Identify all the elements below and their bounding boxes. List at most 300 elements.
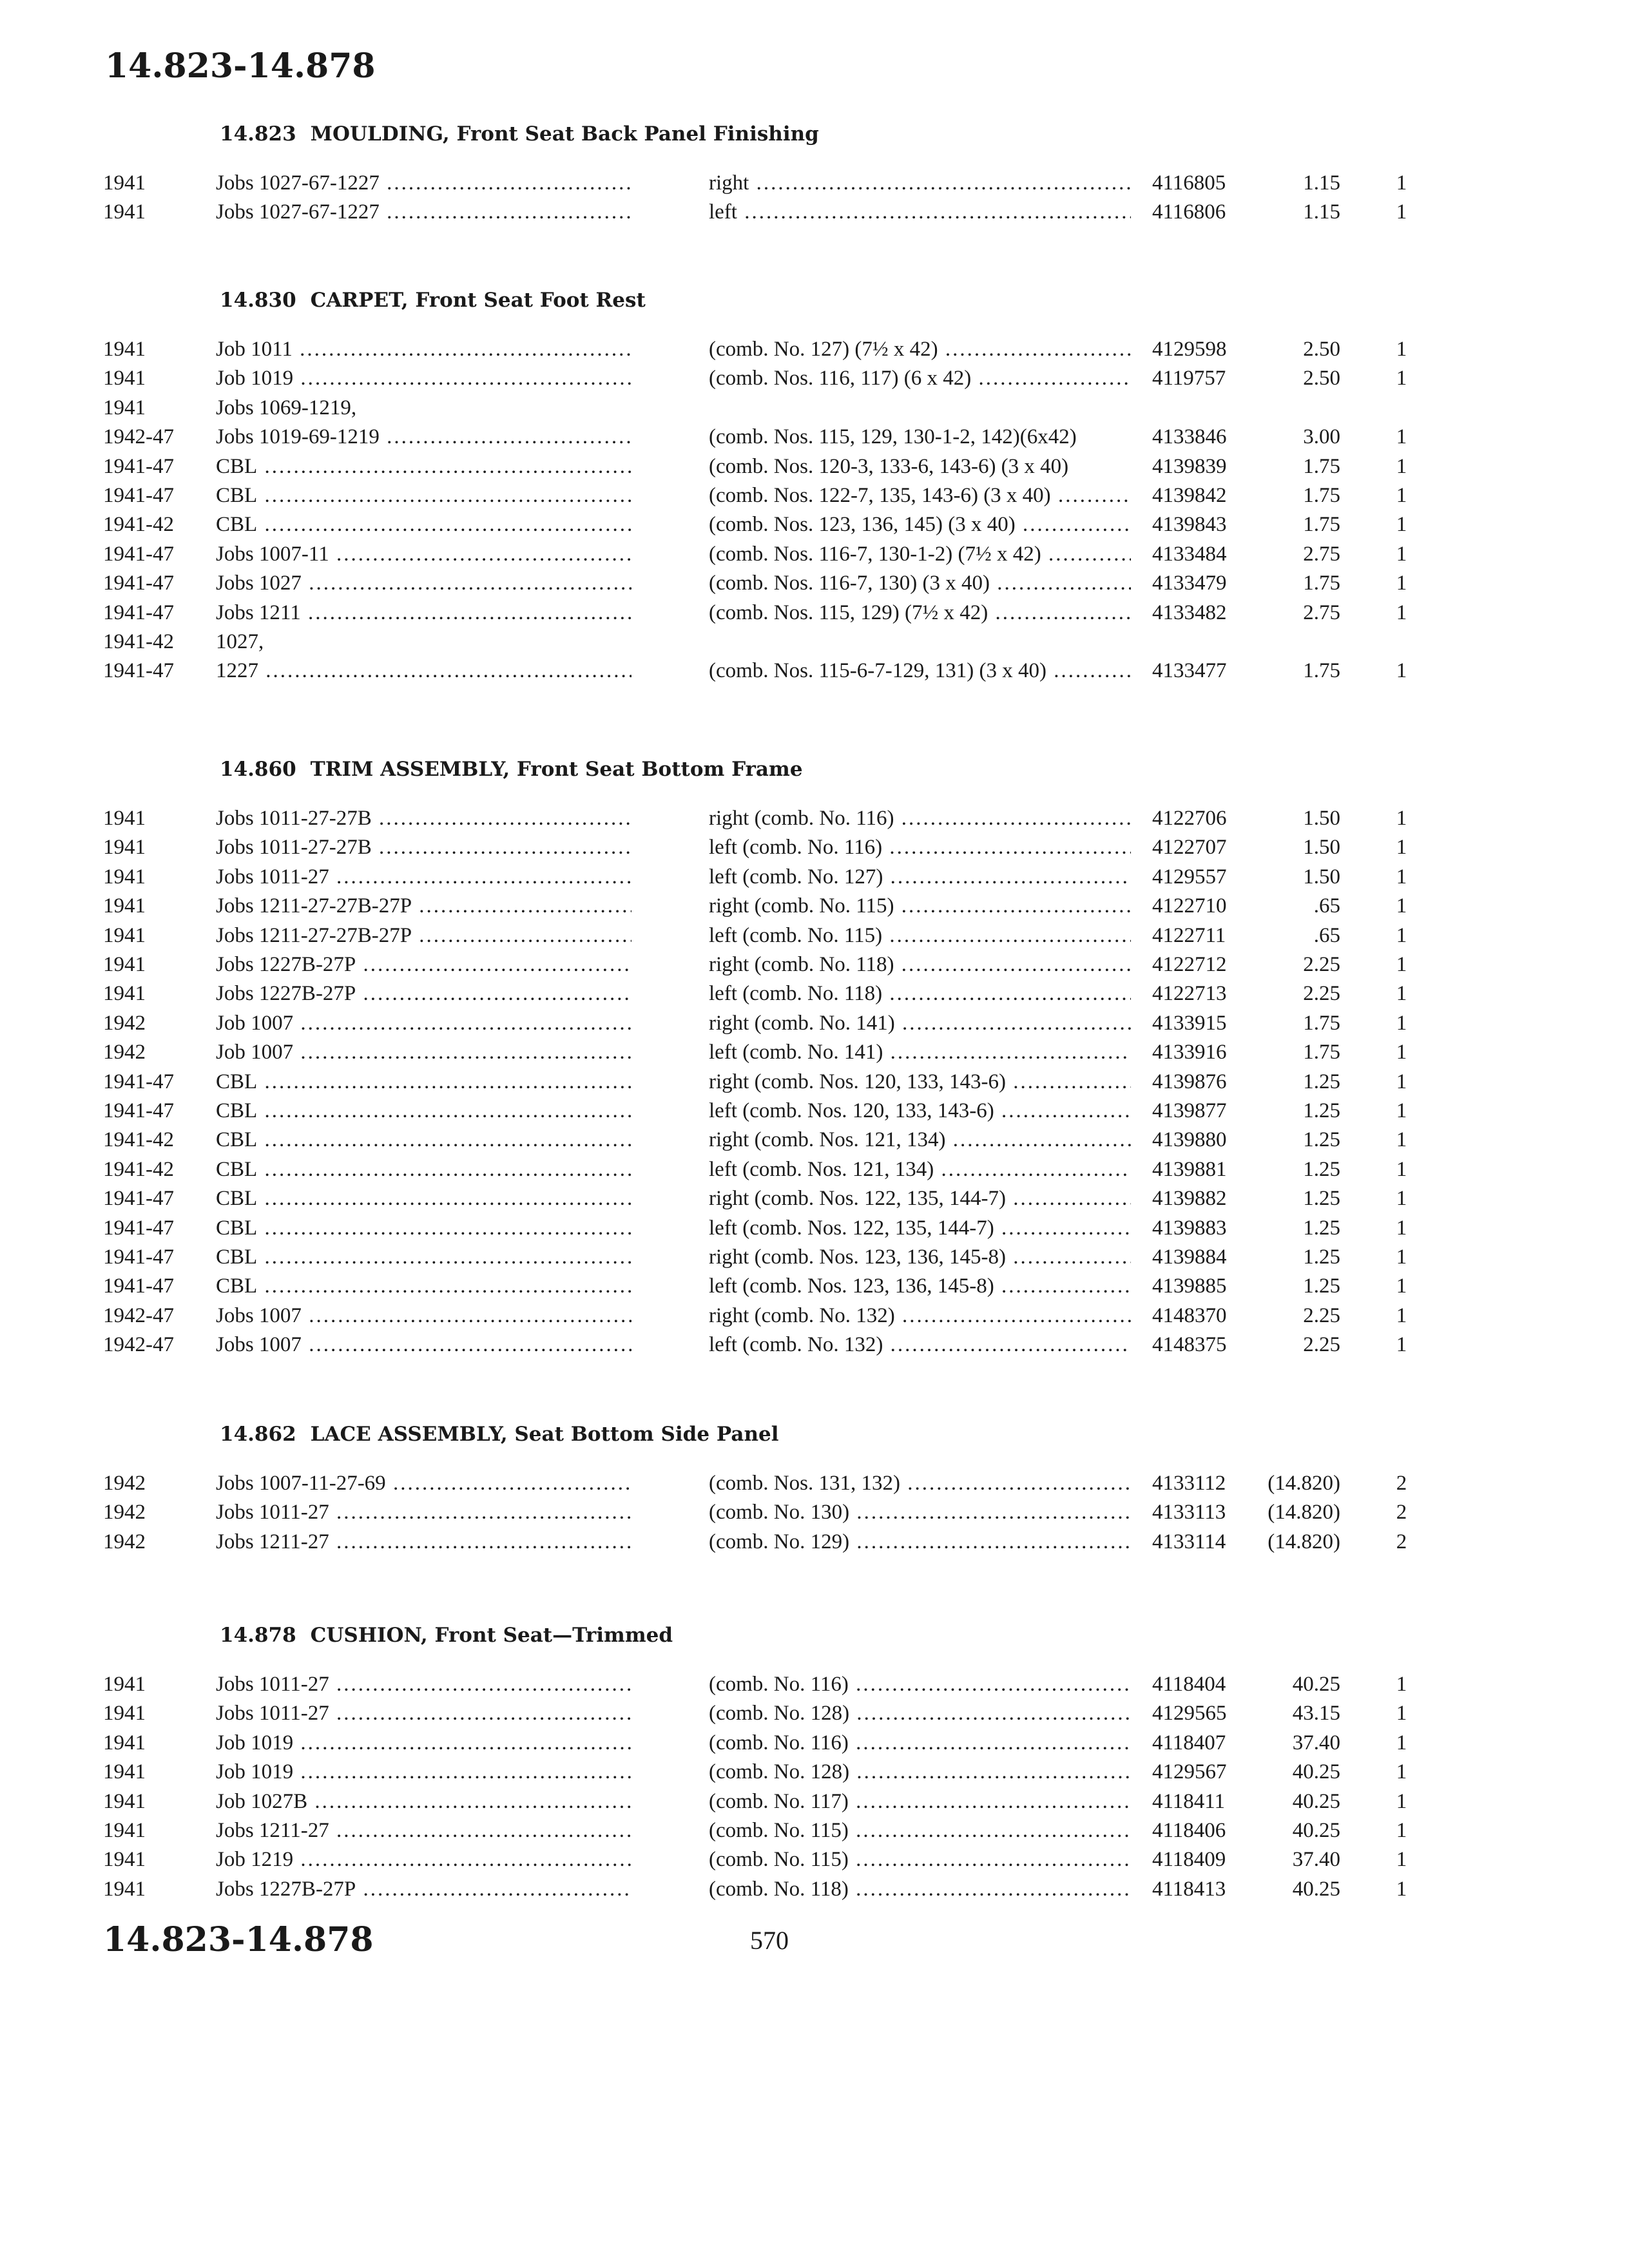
part-number: 4129565 xyxy=(1152,1702,1227,1725)
quantity: 1 xyxy=(1396,455,1407,478)
section-title xyxy=(220,758,803,781)
job-number: Jobs 1011-27-27B ..... xyxy=(216,836,631,859)
quantity: 1 xyxy=(1396,1333,1407,1356)
model-year-cell xyxy=(103,338,146,361)
quantity-cell xyxy=(1379,1304,1424,1328)
job-number: Jobs 1011-27 ..... xyxy=(216,1673,631,1696)
table-row xyxy=(0,836,1629,865)
part-number: 4148375 xyxy=(1152,1333,1227,1356)
quantity: 1 xyxy=(1396,1304,1407,1327)
quantity-cell xyxy=(1379,1878,1424,1901)
list-price-cell xyxy=(1250,1760,1340,1784)
part-number-cell xyxy=(1152,1530,1226,1554)
part-number-cell xyxy=(1152,513,1227,537)
quantity-cell xyxy=(1379,455,1424,479)
table-row xyxy=(0,924,1629,953)
description-cell xyxy=(709,1790,1131,1814)
part-number: 4119757 xyxy=(1152,367,1226,390)
quantity-cell xyxy=(1379,836,1424,860)
list-price: 2.50 xyxy=(1303,367,1340,390)
part-number-cell xyxy=(1152,894,1227,918)
description: left (comb. No. 116) ..... xyxy=(709,836,1131,859)
table-row xyxy=(0,982,1629,1011)
table-row xyxy=(0,1333,1629,1362)
description: right (comb. No. 132) ..... xyxy=(709,1304,1131,1327)
part-number: 4118409 xyxy=(1152,1848,1226,1871)
model-year-cell xyxy=(103,455,174,479)
quantity: 2 xyxy=(1396,1530,1407,1553)
description: left (comb. Nos. 123, 136, 145-8) ..... xyxy=(709,1274,1131,1298)
quantity-cell xyxy=(1379,1099,1424,1123)
job-number: 1227 ..... xyxy=(216,659,631,682)
description: (comb. No. 127) (7½ x 42) ..... xyxy=(709,338,1131,361)
part-number: 4139884 xyxy=(1152,1245,1227,1269)
list-price: 2.25 xyxy=(1303,982,1340,1005)
job-number: Jobs 1227B-27P ..... xyxy=(216,1878,631,1901)
quantity-cell xyxy=(1379,200,1424,224)
job-number-cell xyxy=(216,1216,631,1240)
list-price-cell xyxy=(1250,601,1340,625)
list-price: 1.75 xyxy=(1303,1012,1340,1035)
model-year: 1941-47 xyxy=(103,455,174,478)
model-year: 1942-47 xyxy=(103,1333,174,1356)
list-price: 40.25 xyxy=(1292,1790,1340,1813)
job-number-cell xyxy=(216,1245,631,1269)
job-number-cell xyxy=(216,1848,631,1872)
quantity: 1 xyxy=(1396,171,1407,195)
job-number-cell xyxy=(216,982,631,1006)
description: (comb. Nos. 131, 132) ..... xyxy=(709,1472,1131,1495)
job-number: CBL ..... xyxy=(216,1216,631,1240)
job-number-cell xyxy=(216,1731,631,1755)
model-year: 1942 xyxy=(103,1041,146,1064)
job-number-cell xyxy=(216,200,631,224)
job-number: Job 1007 ..... xyxy=(216,1012,631,1035)
part-number: 4133916 xyxy=(1152,1041,1227,1064)
part-number-cell xyxy=(1152,1819,1226,1843)
part-number: 4116806 xyxy=(1152,200,1226,224)
quantity-cell xyxy=(1379,1702,1424,1725)
table-row xyxy=(0,1760,1629,1789)
list-price-cell xyxy=(1250,924,1340,948)
job-number: Jobs 1211 ..... xyxy=(216,601,631,624)
list-price-cell xyxy=(1250,1128,1340,1152)
list-price: 1.25 xyxy=(1303,1128,1340,1151)
description: (comb. Nos. 123, 136, 145) (3 x 40) ..... xyxy=(709,513,1131,536)
list-price-cell xyxy=(1250,1530,1340,1554)
part-number-cell xyxy=(1152,1158,1227,1182)
description-cell xyxy=(709,894,1131,918)
description: (comb. Nos. 115-6-7-129, 131) (3 x 40) ..... xyxy=(709,659,1131,682)
part-number: 4133114 xyxy=(1152,1530,1226,1553)
job-number: Jobs 1011-27 ..... xyxy=(216,1702,631,1725)
job-number: CBL ..... xyxy=(216,1070,631,1093)
model-year: 1941-42 xyxy=(103,1128,174,1151)
model-year: 1941 xyxy=(103,1731,146,1754)
model-year: 1941-47 xyxy=(103,1187,174,1210)
description: right (comb. No. 115) ..... xyxy=(709,894,1131,918)
job-number: Jobs 1211-27-27B-27P ..... xyxy=(216,894,631,918)
list-price-cell xyxy=(1250,1187,1340,1211)
description: right ..... xyxy=(709,171,1131,195)
quantity-cell xyxy=(1379,1731,1424,1755)
job-number-cell xyxy=(216,1472,631,1495)
quantity: 1 xyxy=(1396,1702,1407,1725)
list-price: 40.25 xyxy=(1292,1760,1340,1783)
quantity-cell xyxy=(1379,865,1424,889)
quantity: 1 xyxy=(1396,425,1407,448)
section-heading: MOULDING, Front Seat Back Panel Finishing xyxy=(310,122,819,146)
table-row xyxy=(0,1245,1629,1274)
description-cell xyxy=(709,1472,1131,1495)
model-year: 1942 xyxy=(103,1472,146,1495)
job-number-cell xyxy=(216,894,631,918)
job-number: CBL ..... xyxy=(216,1274,631,1298)
quantity: 1 xyxy=(1396,1128,1407,1151)
description-cell xyxy=(709,953,1131,977)
part-number-cell xyxy=(1152,836,1227,860)
description-cell xyxy=(709,543,1131,566)
job-number: Jobs 1007-11-27-69 ..... xyxy=(216,1472,631,1495)
description: left (comb. No. 127) ..... xyxy=(709,865,1131,889)
model-year: 1941 xyxy=(103,200,146,224)
model-year: 1941 xyxy=(103,865,146,889)
list-price-cell xyxy=(1250,200,1340,224)
model-year-cell xyxy=(103,396,146,420)
model-year: 1941 xyxy=(103,396,146,419)
job-number-cell xyxy=(216,455,631,479)
table-row xyxy=(0,1501,1629,1530)
list-price: 1.25 xyxy=(1303,1099,1340,1122)
model-year: 1941 xyxy=(103,1848,146,1871)
part-number: 4129557 xyxy=(1152,865,1227,889)
page-footer-range: 14.823-14.878 xyxy=(103,1920,374,1959)
description: left ..... xyxy=(709,200,1131,224)
description: left (comb. Nos. 120, 133, 143-6) ..... xyxy=(709,1099,1131,1122)
description: (comb. No. 117) ..... xyxy=(709,1790,1131,1813)
part-number-cell xyxy=(1152,1501,1226,1524)
job-number: Jobs 1227B-27P ..... xyxy=(216,982,631,1005)
job-number: Jobs 1007 ..... xyxy=(216,1304,631,1327)
quantity: 1 xyxy=(1396,1673,1407,1696)
part-number-cell xyxy=(1152,1041,1227,1064)
part-number-cell xyxy=(1152,1702,1227,1725)
part-number: 4129567 xyxy=(1152,1760,1227,1783)
list-price: .65 xyxy=(1313,924,1340,947)
part-number: 4133484 xyxy=(1152,543,1227,566)
part-number-cell xyxy=(1152,1216,1227,1240)
quantity-cell xyxy=(1379,1128,1424,1152)
description: left (comb. No. 141) ..... xyxy=(709,1041,1131,1064)
quantity: 1 xyxy=(1396,200,1407,224)
quantity: 1 xyxy=(1396,1245,1407,1269)
job-number: Jobs 1011-27-27B ..... xyxy=(216,807,631,830)
table-row xyxy=(0,1216,1629,1245)
job-number: Jobs 1007-11 ..... xyxy=(216,543,631,566)
part-number: 4133477 xyxy=(1152,659,1227,682)
list-price-cell xyxy=(1250,367,1340,390)
list-price-cell xyxy=(1250,484,1340,508)
model-year-cell xyxy=(103,1673,146,1696)
description: left (comb. Nos. 122, 135, 144-7) ..... xyxy=(709,1216,1131,1240)
quantity: 1 xyxy=(1396,1216,1407,1240)
section-title xyxy=(220,122,819,146)
list-price-cell xyxy=(1250,1012,1340,1035)
model-year-cell xyxy=(103,1041,146,1064)
part-number: 4122707 xyxy=(1152,836,1227,859)
section-heading: TRIM ASSEMBLY, Front Seat Bottom Frame xyxy=(310,758,803,781)
quantity-cell xyxy=(1379,513,1424,537)
description: right (comb. No. 116) ..... xyxy=(709,807,1131,830)
list-price: 43.15 xyxy=(1292,1702,1340,1725)
quantity-cell xyxy=(1379,1501,1424,1524)
quantity-cell xyxy=(1379,1790,1424,1814)
table-row xyxy=(0,1012,1629,1041)
job-number: Jobs 1227B-27P ..... xyxy=(216,953,631,976)
description: (comb. Nos. 122-7, 135, 143-6) (3 x 40) ..... xyxy=(709,484,1131,507)
list-price-cell xyxy=(1250,659,1340,683)
description: (comb. No. 116) ..... xyxy=(709,1673,1131,1696)
part-number-cell xyxy=(1152,1848,1226,1872)
list-price-cell xyxy=(1250,982,1340,1006)
model-year-cell xyxy=(103,1158,174,1182)
job-number: Job 1019 ..... xyxy=(216,367,631,390)
model-year-cell xyxy=(103,953,146,977)
quantity-cell xyxy=(1379,601,1424,625)
quantity-cell xyxy=(1379,924,1424,948)
list-price: 37.40 xyxy=(1292,1848,1340,1871)
list-price: 1.25 xyxy=(1303,1245,1340,1269)
list-price: (14.820) xyxy=(1268,1472,1340,1495)
table-row xyxy=(0,1070,1629,1099)
section-title xyxy=(220,1624,673,1647)
table-row xyxy=(0,455,1629,484)
job-number: CBL ..... xyxy=(216,1158,631,1181)
part-number: 4129598 xyxy=(1152,338,1227,361)
part-number-cell xyxy=(1152,865,1227,889)
list-price: 1.75 xyxy=(1303,1041,1340,1064)
table-row xyxy=(0,1530,1629,1559)
table-row xyxy=(0,1128,1629,1157)
quantity: 1 xyxy=(1396,543,1407,566)
model-year: 1941-47 xyxy=(103,572,174,595)
quantity-cell xyxy=(1379,1070,1424,1094)
model-year-cell xyxy=(103,171,146,195)
model-year-cell xyxy=(103,1878,146,1901)
job-number-cell xyxy=(216,1304,631,1328)
section-title xyxy=(220,289,646,312)
part-number-cell xyxy=(1152,1304,1227,1328)
job-number-cell xyxy=(216,807,631,831)
job-number: Jobs 1027-67-1227 ..... xyxy=(216,200,631,224)
list-price: 40.25 xyxy=(1292,1878,1340,1901)
description: (comb. No. 116) ..... xyxy=(709,1731,1131,1754)
description-cell xyxy=(709,1041,1131,1064)
job-number-cell xyxy=(216,1333,631,1357)
list-price: 2.25 xyxy=(1303,953,1340,976)
page-number: 570 xyxy=(750,1926,789,1955)
quantity: 1 xyxy=(1396,807,1407,830)
job-number: Job 1011 ..... xyxy=(216,338,631,361)
description: left (comb. No. 132) ..... xyxy=(709,1333,1131,1356)
quantity: 1 xyxy=(1396,1731,1407,1754)
model-year-cell xyxy=(103,807,146,831)
table-row xyxy=(0,200,1629,229)
list-price-cell xyxy=(1250,1245,1340,1269)
quantity-cell xyxy=(1379,484,1424,508)
job-number: CBL ..... xyxy=(216,484,631,507)
table-row xyxy=(0,396,1629,425)
model-year-cell xyxy=(103,1790,146,1814)
part-number-cell xyxy=(1152,601,1227,625)
job-number: Jobs 1211-27-27B-27P ..... xyxy=(216,924,631,947)
part-number-cell xyxy=(1152,953,1227,977)
description: (comb. Nos. 116, 117) (6 x 42) ..... xyxy=(709,367,1131,390)
quantity: 1 xyxy=(1396,1099,1407,1122)
list-price-cell xyxy=(1250,513,1340,537)
quantity-cell xyxy=(1379,1245,1424,1269)
model-year: 1941 xyxy=(103,982,146,1005)
quantity-cell xyxy=(1379,1041,1424,1064)
description-cell xyxy=(709,807,1131,831)
description-cell xyxy=(709,1819,1131,1843)
part-number: 4122706 xyxy=(1152,807,1227,830)
job-number: CBL ..... xyxy=(216,1128,631,1151)
model-year: 1941 xyxy=(103,367,146,390)
part-number-cell xyxy=(1152,1128,1227,1152)
quantity: 1 xyxy=(1396,1187,1407,1210)
model-year: 1941 xyxy=(103,807,146,830)
quantity: 1 xyxy=(1396,924,1407,947)
model-year-cell xyxy=(103,1070,174,1094)
description-cell xyxy=(709,1530,1131,1554)
job-number-cell xyxy=(216,924,631,948)
list-price: 1.50 xyxy=(1303,807,1340,830)
part-number: 4122713 xyxy=(1152,982,1227,1005)
part-number: 4139883 xyxy=(1152,1216,1227,1240)
list-price-cell xyxy=(1250,543,1340,566)
description-cell xyxy=(709,659,1131,683)
job-number: Jobs 1011-27 ..... xyxy=(216,865,631,889)
section-heading: CUSHION, Front Seat—Trimmed xyxy=(310,1624,673,1647)
job-number-cell xyxy=(216,1099,631,1123)
description-cell xyxy=(709,171,1131,195)
description-cell xyxy=(709,1158,1131,1182)
quantity: 1 xyxy=(1396,513,1407,536)
job-number: Jobs 1027 ..... xyxy=(216,572,631,595)
part-number: 4139882 xyxy=(1152,1187,1227,1210)
list-price-cell xyxy=(1250,1819,1340,1843)
part-number: 4122710 xyxy=(1152,894,1227,918)
part-number-cell xyxy=(1152,200,1226,224)
section-heading: LACE ASSEMBLY, Seat Bottom Side Panel xyxy=(310,1423,779,1446)
description-cell xyxy=(709,1848,1131,1872)
description-cell xyxy=(709,1702,1131,1725)
description-cell xyxy=(709,1128,1131,1152)
part-number-cell xyxy=(1152,1790,1225,1814)
part-number-cell xyxy=(1152,484,1227,508)
model-year: 1942-47 xyxy=(103,1304,174,1327)
job-number: Job 1219 ..... xyxy=(216,1848,631,1871)
description-cell xyxy=(709,1731,1131,1755)
list-price-cell xyxy=(1250,455,1340,479)
model-year: 1941 xyxy=(103,836,146,859)
part-number: 4122712 xyxy=(1152,953,1227,976)
list-price-cell xyxy=(1250,1333,1340,1357)
list-price: 40.25 xyxy=(1292,1819,1340,1842)
quantity: 1 xyxy=(1396,1012,1407,1035)
model-year-cell xyxy=(103,924,146,948)
job-number-cell xyxy=(216,171,631,195)
quantity: 1 xyxy=(1396,894,1407,918)
quantity-cell xyxy=(1379,425,1424,449)
description: left (comb. Nos. 121, 134) ..... xyxy=(709,1158,1131,1181)
list-price: 2.25 xyxy=(1303,1304,1340,1327)
model-year: 1941-42 xyxy=(103,513,174,536)
quantity: 1 xyxy=(1396,659,1407,682)
model-year: 1941 xyxy=(103,1878,146,1901)
quantity: 2 xyxy=(1396,1472,1407,1495)
table-row xyxy=(0,1187,1629,1216)
model-year-cell xyxy=(103,1530,146,1554)
job-number: Jobs 1019-69-1219 ..... xyxy=(216,425,631,448)
list-price-cell xyxy=(1250,1848,1340,1872)
model-year: 1941 xyxy=(103,1760,146,1783)
description-cell xyxy=(709,572,1131,595)
job-number: CBL ..... xyxy=(216,1245,631,1269)
model-year-cell xyxy=(103,1274,174,1298)
job-number-cell xyxy=(216,1819,631,1843)
list-price: 1.25 xyxy=(1303,1274,1340,1298)
part-number-cell xyxy=(1152,1070,1227,1094)
list-price: 1.25 xyxy=(1303,1216,1340,1240)
model-year: 1942-47 xyxy=(103,425,174,448)
quantity-cell xyxy=(1379,659,1424,683)
description: right (comb. Nos. 120, 133, 143-6) ..... xyxy=(709,1070,1131,1093)
table-row xyxy=(0,894,1629,923)
job-number: Job 1019 ..... xyxy=(216,1760,631,1783)
list-price: 1.75 xyxy=(1303,572,1340,595)
quantity: 1 xyxy=(1396,953,1407,976)
model-year: 1941 xyxy=(103,953,146,976)
part-number: 4133915 xyxy=(1152,1012,1227,1035)
description: left (comb. No. 118) ..... xyxy=(709,982,1131,1005)
description: (comb. No. 130) ..... xyxy=(709,1501,1131,1524)
job-number-cell xyxy=(216,1070,631,1094)
job-number-cell xyxy=(216,1128,631,1152)
model-year: 1942 xyxy=(103,1501,146,1524)
part-number: 4133482 xyxy=(1152,601,1227,624)
job-number-cell xyxy=(216,1790,631,1814)
job-number: Jobs 1011-27 ..... xyxy=(216,1501,631,1524)
description-cell xyxy=(709,455,1131,479)
list-price-cell xyxy=(1250,953,1340,977)
job-number-cell xyxy=(216,572,631,595)
description: (comb. Nos. 116-7, 130-1-2) (7½ x 42) ..... xyxy=(709,543,1131,566)
list-price: 2.75 xyxy=(1303,543,1340,566)
list-price: 1.15 xyxy=(1303,200,1340,224)
quantity-cell xyxy=(1379,572,1424,595)
job-number-cell xyxy=(216,1530,631,1554)
model-year: 1941-47 xyxy=(103,484,174,507)
table-row xyxy=(0,1878,1629,1907)
part-number-cell xyxy=(1152,1245,1227,1269)
description: right (comb. Nos. 122, 135, 144-7) ..... xyxy=(709,1187,1131,1210)
part-number: 4139881 xyxy=(1152,1158,1227,1181)
quantity: 1 xyxy=(1396,1041,1407,1064)
table-row xyxy=(0,1274,1629,1303)
job-number: Jobs 1211-27 ..... xyxy=(216,1530,631,1553)
